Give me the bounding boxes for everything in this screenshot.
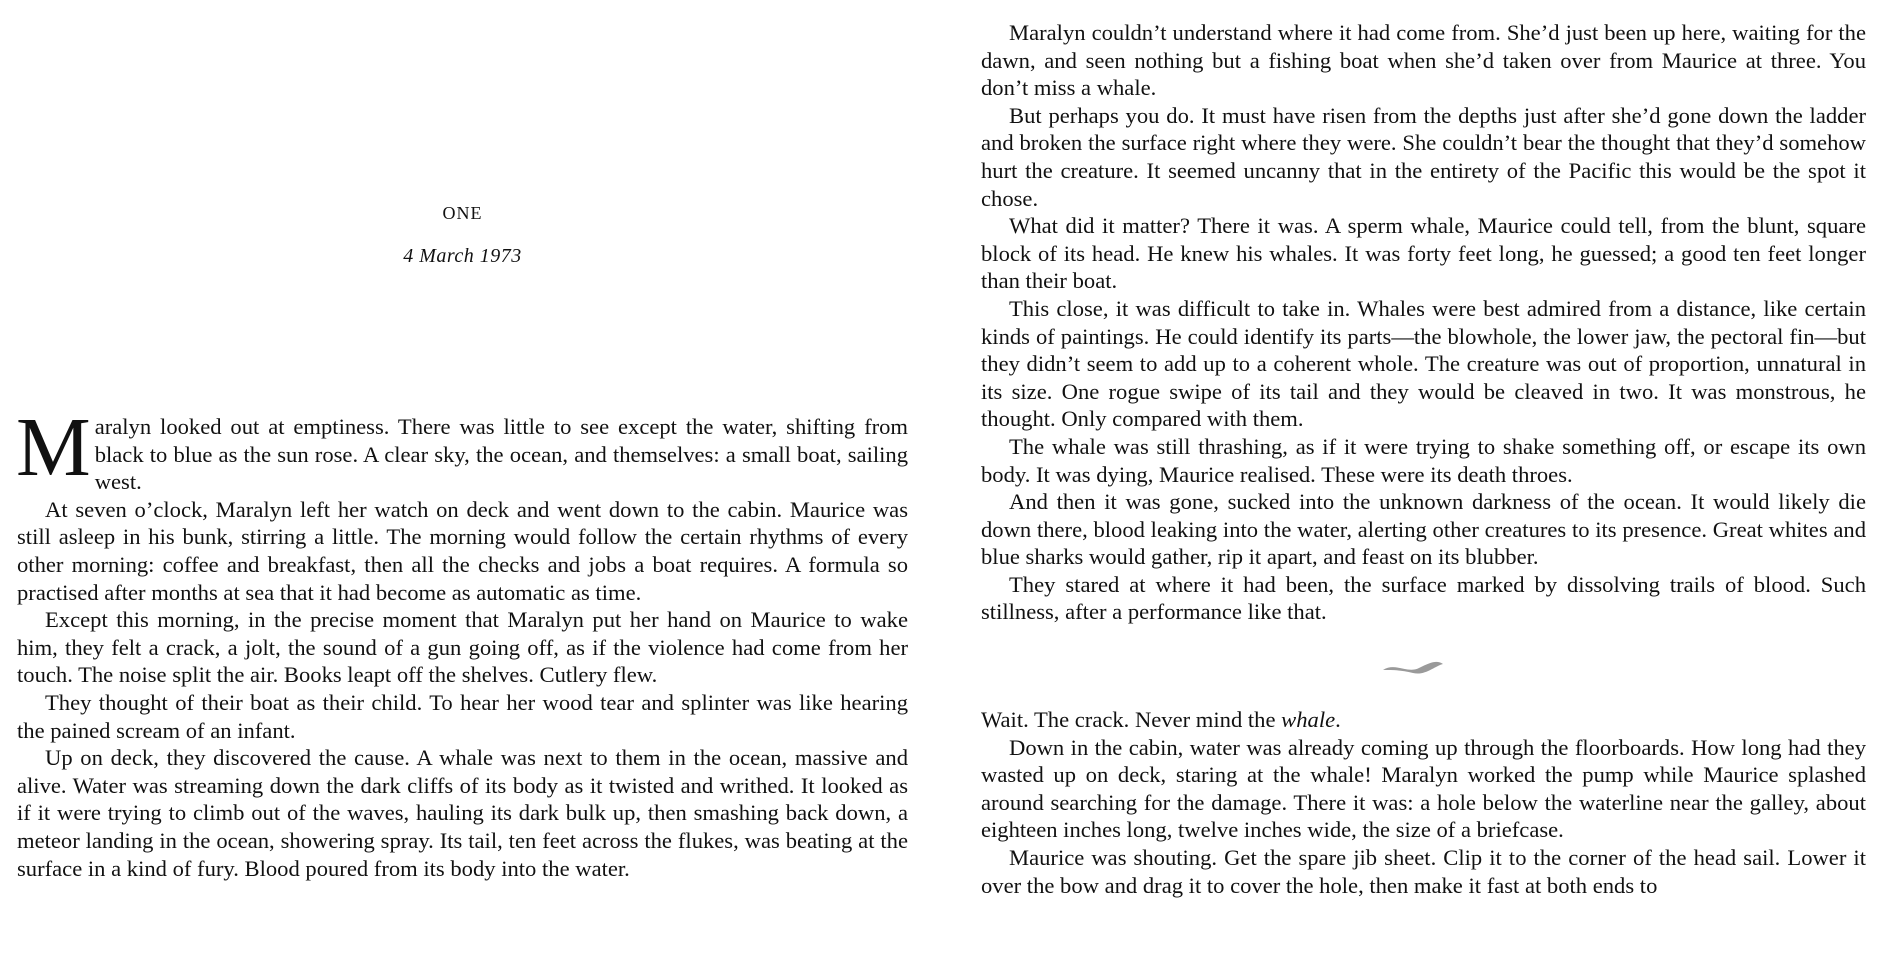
section-lead-paragraph (981, 706, 1866, 734)
body-paragraph: This close, it was difficult to take in. Whales were best admired from a distance, like certain kinds of paintings. He could identify its parts—the blowhole, the lower jaw, the pectoral fin—but they didn’t seem to add up to a coherent whole. The creature was out of proportion, unnatural in its size. One rogue swipe of its tail and they would be cleaved in two. It was monstrous, he thought. Only compared with them. (981, 295, 1866, 432)
chapter-heading: ONE (442, 203, 483, 223)
body-paragraph: At seven o’clock, Maralyn left her watch on deck and went down to the cabin. Maurice was still asleep in his bunk, stirring a little. The morning would follow the certain rhythms of every other morning: coffee and breakfast, then all the checks and jobs a boat requires. A formula so practised after months at sea that it had become as automatic as time. (17, 496, 908, 605)
opening-paragraph (16, 401, 908, 496)
left-page-body (16, 401, 908, 882)
body-paragraph: Maurice was shouting. Get the spare jib sheet. Clip it to the corner of the head sail. Lower it over the bow and drag it to cover the hole, then make it fast at both ends to (981, 845, 1866, 898)
body-paragraph: Except this morning, in the precise moment that Maralyn put her hand on Maurice to wake him, they felt a crack, a jolt, the sound of a gun going off, as if the violence had come from her touch. The noise split the air. Books leapt off the shelves. Cutlery flew. (17, 607, 908, 688)
wave-ornament-icon (1377, 652, 1447, 682)
opening-paragraph-text: aralyn looked out at emptiness. There was little to see except the water, shifting from black to blue as the sun rose. A clear sky, the ocean, and themselves: a small boat, sailing west. (94, 414, 908, 495)
body-paragraph: What did it matter? There it was. A sperm whale, Maurice could tell, from the blunt, square block of its head. He knew his whales. It was forty feet long, he guessed; a good ten feet longer than their boat. (981, 213, 1866, 294)
section-lead-text: Wait. The crack. Never mind the (981, 707, 1282, 733)
body-paragraph: And then it was gone, sucked into the unknown darkness of the ocean. It would likely die down there, blood leaking into the water, alerting other creatures to its presence. Great whites and blue sharks would gather, rip it apart, and feast on its blubber. (981, 489, 1866, 570)
section-lead-emphasis: whale (1281, 707, 1336, 733)
drop-cap-letter: M (16, 401, 91, 494)
body-paragraph: Maralyn couldn’t understand where it had come from. She’d just been up here, waiting for the dawn, and seen nothing but a fishing boat when she’d taken over from Maurice at three. You don’t miss a whale. (981, 20, 1866, 101)
body-paragraph: Up on deck, they discovered the cause. A whale was next to them in the ocean, massive and alive. Water was streaming down the dark cliffs of its body as it twisted and writhed. It looked as if it were trying to climb out of the waves, hauling its dark bulk up, then smashing back down, a meteor landing in the ocean, showering spray. Its tail, ten feet across the flukes, was beating at the surface in a kind of fury. Blood poured from its body into the water. (17, 745, 908, 881)
body-paragraph: The whale was still thrashing, as if it were trying to shake something off, or escape its own body. It was dying, Maurice realised. These were its death throes. (981, 433, 1866, 487)
chapter-date: 4 March 1973 (403, 245, 522, 267)
body-paragraph: They stared at where it had been, the surface marked by dissolving trails of blood. Such stillness, after a performance like that. (981, 571, 1866, 625)
left-page (17, 0, 908, 882)
body-paragraph: They thought of their boat as their child. To hear her wood tear and splinter was like hearing the pained scream of an infant. (17, 689, 908, 743)
body-paragraph: But perhaps you do. It must have risen from the depths just after she’d gone down the ladder and broken the surface right where they were. She couldn’t bear the thought that they’d somehow hurt the creature. It seemed uncanny that in the entirety of the Pacific this would be the spot it chose. (981, 102, 1866, 211)
section-break (981, 632, 1866, 702)
right-page (981, 19, 1866, 899)
section-lead-end: . (1335, 707, 1341, 733)
body-paragraph: Down in the cabin, water was already coming up through the floorboards. How long had they wasted up on deck, staring at the whale! Maralyn worked the pump while Maurice splashed around searching for the damage. There it was: a hole below the waterline near the galley, about eighteen inches long, twelve inches wide, the size of a briefcase. (981, 734, 1866, 843)
